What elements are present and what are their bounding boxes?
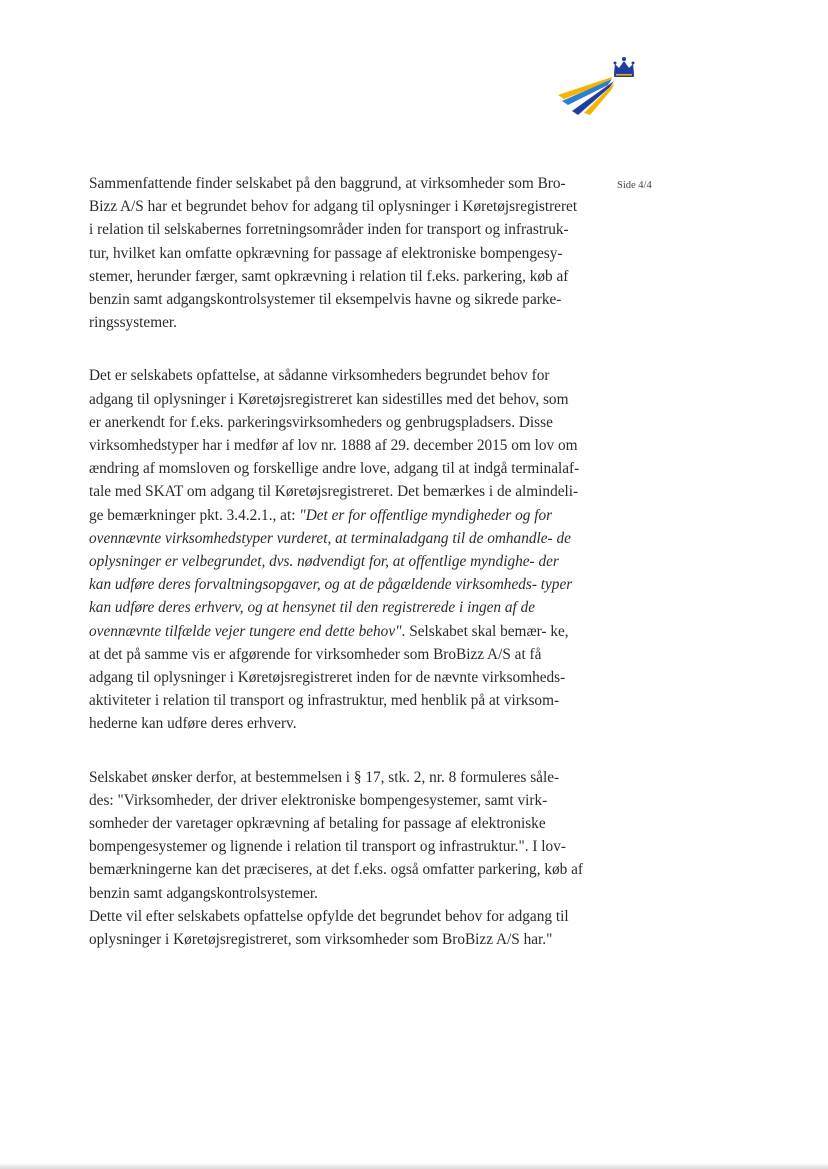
page-number: Side 4/4 [617, 180, 652, 191]
paragraph-proposal: Selskabet ønsker derfor, at bestemmelsen i § 17, stk. 2, nr. 8 formuleres såle- des: "Virksomheder, der driver elektroniske bompengesystemer, samt virk- somheder der varetager opkrævning af betaling for passage af elektroniske bompengesystemer og lignende i relation til transport og infrastruktur.". I lov- bemærkningerne kan det præciseres, at det f.eks. også omfatter parkering, køb af benzin samt adgangskontrolsystemer. [89, 768, 584, 902]
paragraph-summary: Sammenfattende finder selskabet på den baggrund, at virksomheder som Bro- Bizz A/S har et begrundet behov for adgang til oplysninger i Køretøjsregistreret i relation til selskabernes forretningsområder inden for transport og infrastruk- tur, hvilket kan omfatte opkrævning for passage af elektroniske bompengesy- stemer, herunder færger, samt opkrævning i relation til f.eks. parkering, køb af benzin samt adgangskontrolsystemer til eksempelvis havne og sikrede parke- ringssystemer. [89, 175, 578, 332]
paragraph-conclusion: Dette vil efter selskabets opfattelse opfylde det begrundet behov for adgang til oplysninger i Køretøjsregistreret, som virksomheder som BroBizz A/S har." [89, 907, 569, 949]
quoted-remarks: "Det er for offentlige myndigheder og for ovennævnte virksomhedstyper vurderet, at terminaladgang til de omhandle- de oplysninger er velbegrundet, dvs. nødvendigt for, at offentlige myndighe- der kan udføre deres forvaltningsopgaver, og at de pågældende virksomheds- typer kan udføre deres erhverv, og at hensynet til den registrerede i ingen af de ovennævnte tilfælde vejer tungere end dette behov" [89, 506, 573, 640]
crown-road-logo-icon [554, 55, 638, 117]
paragraph-opinion-intro: Det er selskabets opfattelse, at sådanne virksomheders begrundet behov for adgang til oplysninger i Køretøjsregistreret kan sidestilles med det behov, som er anerkendt for f.eks. parkeringsvirksomheders og genbrugspladsers. Disse virksomhedstyper har i medfør af lov nr. 1888 af 29. december 2015 om lov om ændring af momsloven og forskellige andre love, adgang til at indgå terminalaf- tale med SKAT om adgang til Køretøjsregistreret. Det bemærkes i de almindeli- ge bemærkninger pkt. 3.4.2.1., at: [89, 367, 580, 524]
paragraph-opinion [89, 364, 583, 735]
letter-body [89, 172, 583, 981]
page-bottom-edge [0, 1163, 828, 1169]
paragraph-opinion-continued: . Selskabet skal bemær- ke, at det på samme vis er afgørende for virksomheder som BroBizz A/S at få adgang til oplysninger i Køretøjsregistreret inden for de nævnte virksomheds- aktiviteter i relation til transport og infrastruktur, med henblik på at virksom- hederne kan udføre deres erhverv. [89, 622, 569, 733]
